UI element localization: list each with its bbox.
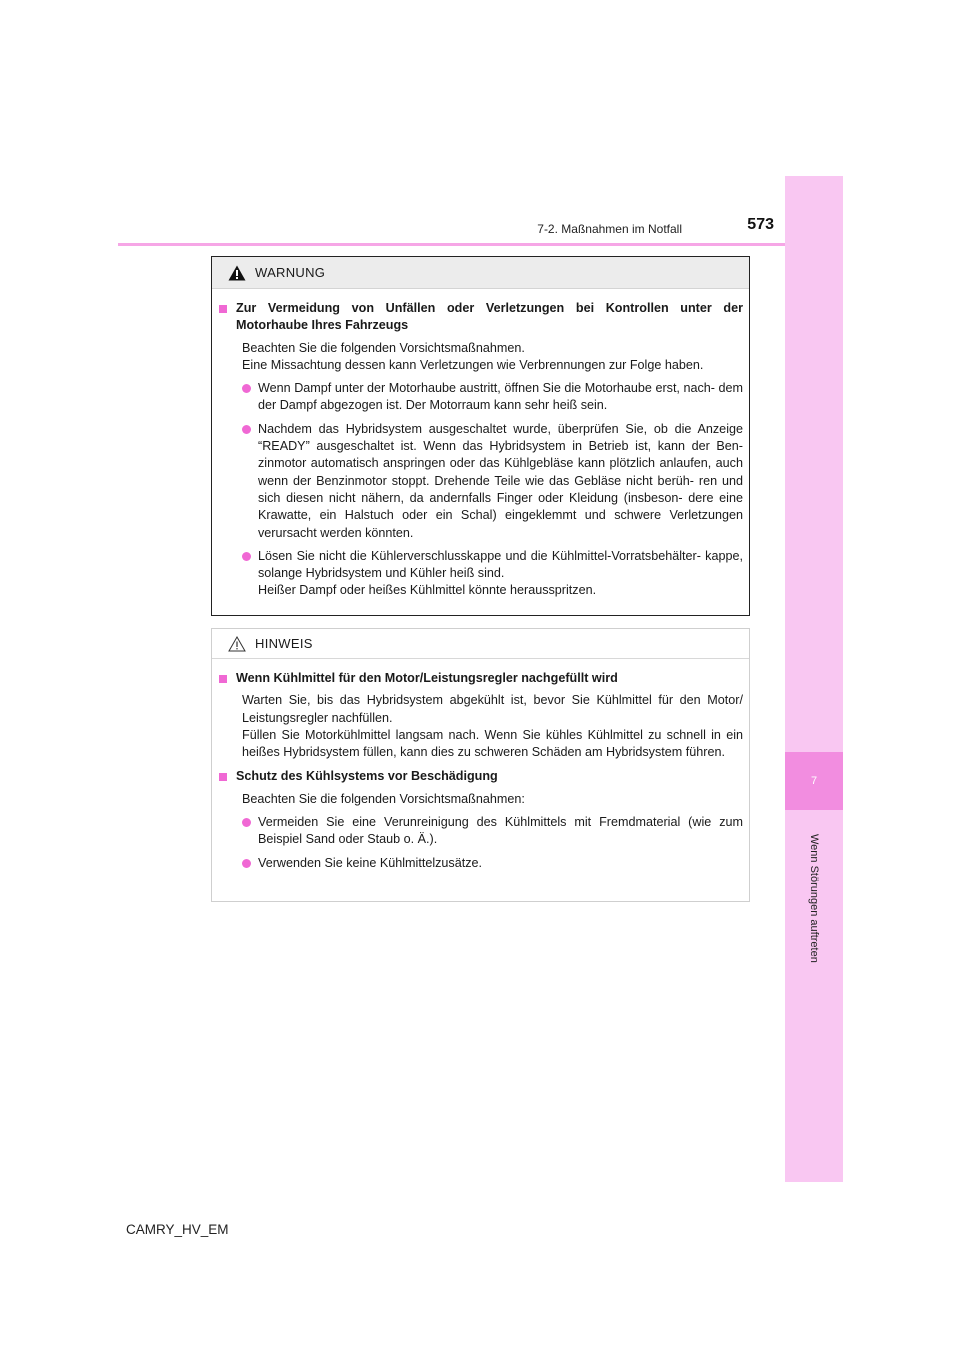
square-bullet-icon bbox=[219, 305, 227, 313]
note-bullet: Verwenden Sie keine Kühlmittelzusätze. bbox=[219, 855, 743, 872]
caution-outline-icon bbox=[228, 636, 246, 652]
chapter-number: 7 bbox=[810, 775, 818, 787]
note-item-title: Schutz des Kühlsystems vor Beschädigung bbox=[219, 768, 743, 785]
warning-item-text: Beachten Sie die folgenden Vorsichtsmaßnahmen. Eine Missachtung dessen kann Verletzungen wie Verbrennungen zur Folge haben. bbox=[242, 340, 704, 372]
header-divider bbox=[118, 243, 785, 246]
square-bullet-icon bbox=[219, 773, 227, 781]
chapter-number-tab[interactable] bbox=[785, 752, 843, 810]
note-body bbox=[212, 659, 749, 872]
round-bullet-icon bbox=[242, 425, 251, 434]
warning-body bbox=[212, 289, 749, 600]
note-item-text: Beachten Sie die folgenden Vorsichtsmaßnahmen: bbox=[242, 791, 525, 806]
model-code: CAMRY_HV_EM bbox=[126, 1222, 229, 1237]
round-bullet-icon bbox=[242, 384, 251, 393]
page-number: 573 bbox=[747, 216, 774, 233]
warning-bullet: Nachdem das Hybridsystem ausgeschaltet wurde, überprüfen Sie, ob die Anzeige “READY” ausgeschaltet ist. Wenn das Hybridsystem in Betrieb ist, kann der Ben- zinmotor automatisch anspringen oder das Kühlgebläse kann plötzlich anlaufen, auch wenn der Benzinmotor stoppt. Drehende Teile wie das Gebläse nicht berüh- ren und sich diesen nicht nähern, da andernfalls Finger oder Kleidung (insbeson- dere eine Krawatte, ein Halstuch oder ein Schal) eingeklemmt und schwere Verletzungen verursacht werden könnten. bbox=[219, 421, 743, 542]
note-item-title: Wenn Kühlmittel für den Motor/Leistungsregler nachgefüllt wird bbox=[219, 670, 743, 687]
round-bullet-icon bbox=[242, 818, 251, 827]
note-heading: HINWEIS bbox=[255, 636, 313, 651]
chapter-title-label bbox=[782, 818, 846, 978]
chapter-side-tab bbox=[785, 176, 843, 1182]
note-header bbox=[212, 629, 749, 659]
round-bullet-icon bbox=[242, 859, 251, 868]
square-bullet-icon bbox=[219, 675, 227, 683]
note-box bbox=[211, 628, 750, 902]
note-bullet: Vermeiden Sie eine Verunreinigung des Kühlmittels mit Fremdmaterial (wie zum Beispiel Sand oder Staub o. Ä.). bbox=[219, 814, 743, 849]
warning-item-title: Zur Vermeidung von Unfällen oder Verletzungen bei Kontrollen unter der Motorhaube Ihres Fahrzeugs bbox=[219, 300, 743, 335]
warning-box bbox=[211, 256, 750, 616]
warning-bullet: Lösen Sie nicht die Kühlerverschlusskappe und die Kühlmittel-Vorratsbehälter- kappe, solange Hybridsystem und Kühler heiß sind. Heißer Dampf oder heißes Kühlmittel könnte herausspritzen. bbox=[219, 548, 743, 600]
warning-heading: WARNUNG bbox=[255, 265, 326, 280]
warning-bullet: Wenn Dampf unter der Motorhaube austritt, öffnen Sie die Motorhaube erst, nach- dem der Dampf abgezogen ist. Der Motorraum kann sehr heiß sein. bbox=[219, 380, 743, 415]
note-item-text: Warten Sie, bis das Hybridsystem abgekühlt ist, bevor Sie Kühlmittel für den Motor/ Leistungsregler nachfüllen. Füllen Sie Motorkühlmittel langsam nach. Wenn Sie kühles Kühlmittel zu schnell in ein heißes Hybridsystem füllen, kann dies zu schweren Schäden am Hybridsystem führen. bbox=[242, 693, 743, 760]
round-bullet-icon bbox=[242, 552, 251, 561]
warning-header bbox=[212, 257, 749, 289]
chapter-title: Wenn Störungen auftreten bbox=[808, 833, 820, 963]
section-title: 7-2. Maßnahmen im Notfall bbox=[537, 222, 682, 236]
warning-triangle-icon bbox=[228, 265, 246, 281]
